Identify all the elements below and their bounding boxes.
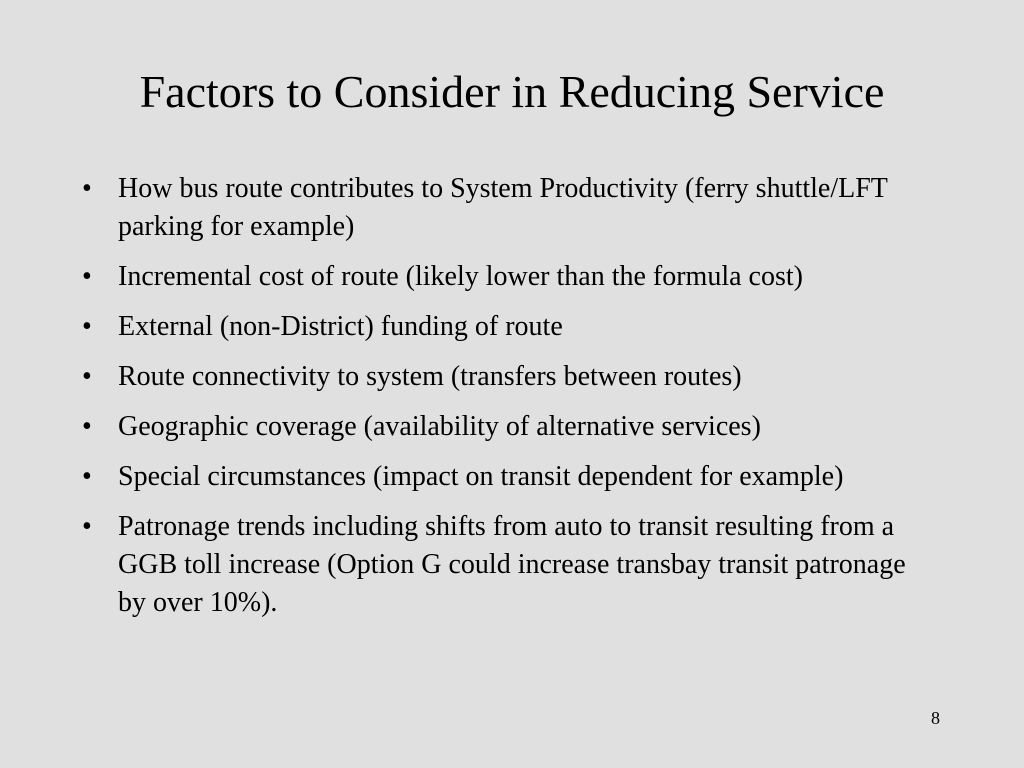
bullet-item-special-circumstances [80, 458, 910, 496]
bullet-icon: • [82, 461, 92, 492]
bullet-item-external-funding [80, 308, 910, 346]
bullet-text: Patronage trends including shifts from auto to transit resulting from a GGB toll increase (Option G could increase transbay transit patronage by over 10%). [118, 511, 906, 618]
slide-title: Factors to Consider in Reducing Service [139, 66, 885, 117]
bullet-icon: • [82, 173, 92, 204]
bullet-icon: • [82, 411, 92, 442]
bullet-text: Special circumstances (impact on transit dependent for example) [118, 461, 844, 492]
bullet-icon: • [82, 261, 92, 292]
bullet-item-incremental-cost [80, 258, 910, 296]
bullet-text: Incremental cost of route (likely lower than the formula cost) [118, 261, 803, 292]
bullet-icon: • [82, 311, 92, 342]
bullet-item-connectivity [80, 358, 910, 396]
bullet-item-patronage-trends [80, 508, 910, 622]
bullet-icon: • [82, 361, 92, 392]
bullet-text: External (non-District) funding of route [118, 311, 563, 342]
bullet-icon: • [82, 511, 92, 542]
page-number: 8 [931, 708, 940, 728]
bullet-text: How bus route contributes to System Productivity (ferry shuttle/LFT parking for example) [118, 173, 888, 242]
bullet-text: Route connectivity to system (transfers between routes) [118, 361, 742, 392]
bullet-text: Geographic coverage (availability of alternative services) [118, 411, 761, 442]
bullet-item-geographic-coverage [80, 408, 910, 446]
bullet-item-productivity [80, 170, 910, 246]
bullet-list [80, 170, 910, 634]
